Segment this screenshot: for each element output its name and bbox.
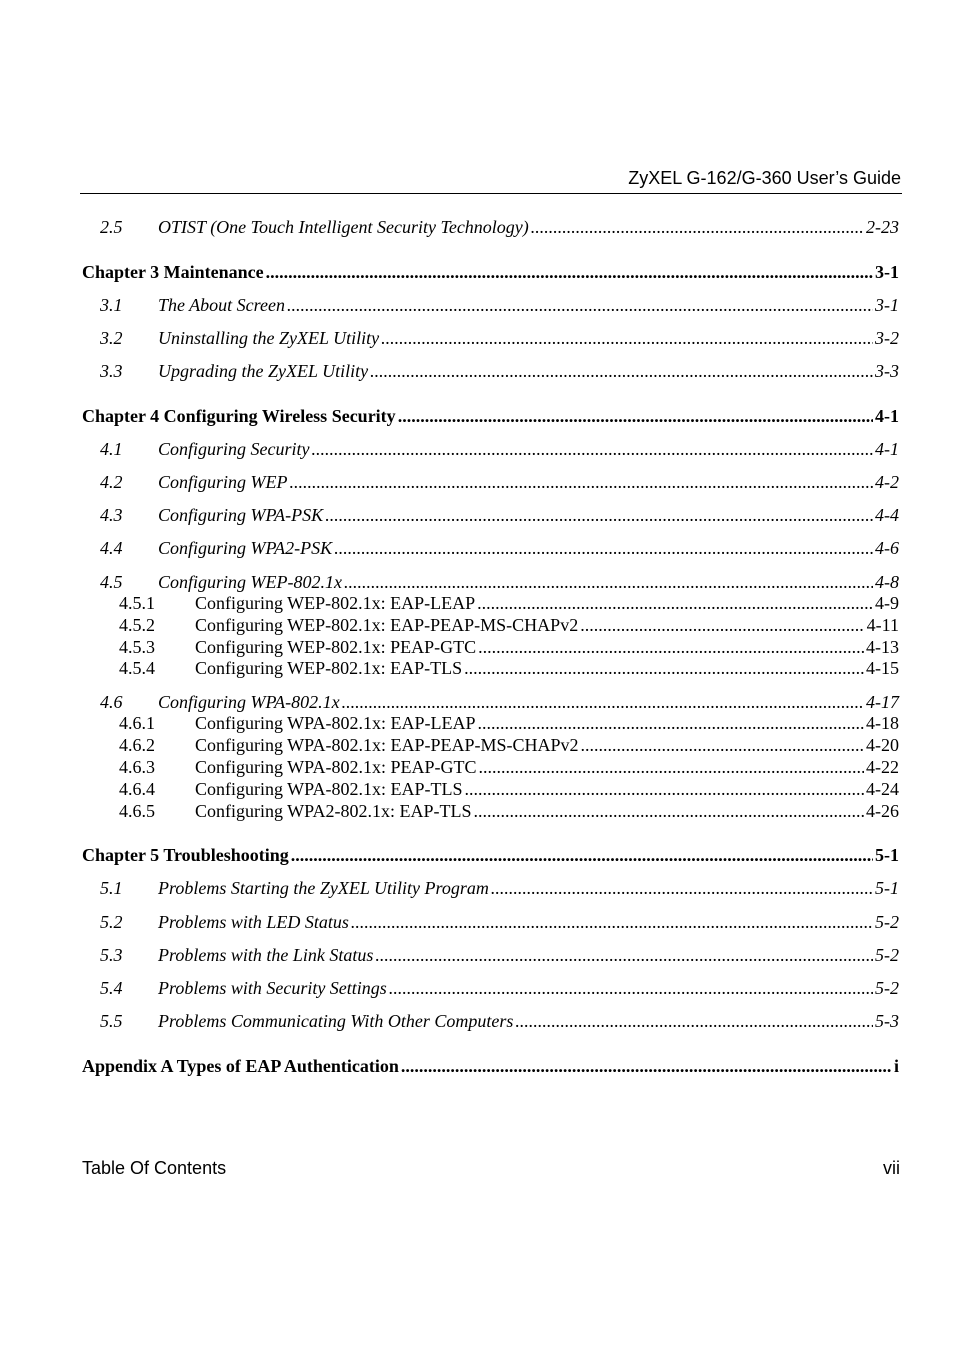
toc-section-entry[interactable] bbox=[82, 361, 899, 382]
toc-dot-leader bbox=[477, 593, 873, 614]
toc-dot-leader bbox=[474, 801, 864, 822]
toc-entry-title: Configuring Security bbox=[158, 439, 310, 459]
toc-section-entry[interactable] bbox=[82, 472, 899, 493]
toc-entry-title: Configuring WEP-802.1x bbox=[158, 572, 342, 592]
toc-entry-title: Appendix A Types of EAP Authentication bbox=[82, 1056, 399, 1076]
toc-entry-number: 4.4 bbox=[100, 538, 123, 558]
toc-subsection-entry[interactable] bbox=[82, 757, 899, 778]
toc-dot-leader bbox=[370, 361, 873, 382]
toc-subsection-entry[interactable] bbox=[82, 713, 899, 734]
toc-entry-title: Configuring WEP-802.1x: PEAP-GTC bbox=[195, 637, 477, 657]
toc-section-entry[interactable] bbox=[82, 978, 899, 999]
toc-dot-leader bbox=[290, 472, 874, 493]
toc-entry-title: Upgrading the ZyXEL Utility bbox=[158, 361, 369, 381]
toc-dot-leader bbox=[401, 1056, 892, 1077]
toc-entry-number: 5.2 bbox=[100, 912, 123, 932]
toc-entry-number: 5.3 bbox=[100, 945, 123, 965]
toc-dot-leader bbox=[375, 945, 873, 966]
toc-entry-title: Chapter 5 Troubleshooting bbox=[82, 845, 289, 865]
toc-entry-title: Configuring WPA-802.1x: EAP-PEAP-MS-CHAPv2 bbox=[195, 735, 579, 755]
toc-dot-leader bbox=[580, 615, 864, 636]
toc-section-entry[interactable] bbox=[82, 692, 899, 713]
toc-section-entry[interactable] bbox=[82, 439, 899, 460]
toc-entry-page: 2-23 bbox=[866, 217, 899, 237]
toc-entry-title: Chapter 4 Configuring Wireless Security bbox=[82, 406, 396, 426]
toc-entry-page: 3-1 bbox=[875, 295, 899, 315]
toc-dot-leader bbox=[312, 439, 874, 460]
toc-entry-page: 4-8 bbox=[875, 572, 899, 592]
toc-entry-page: 4-24 bbox=[866, 779, 899, 799]
toc-subsection-entry[interactable] bbox=[82, 779, 899, 800]
toc-section-entry[interactable] bbox=[82, 295, 899, 316]
toc-section-entry[interactable] bbox=[82, 1011, 899, 1032]
toc-entry-number: 4.6.3 bbox=[119, 757, 155, 777]
toc-entry-page: 3-3 bbox=[875, 361, 899, 381]
toc-subsection-entry[interactable] bbox=[82, 658, 899, 679]
toc-entry-title: The About Screen bbox=[158, 295, 285, 315]
toc-entry-page: 4-13 bbox=[866, 637, 899, 657]
toc-chapter-entry[interactable] bbox=[82, 262, 899, 283]
toc-section-entry[interactable] bbox=[82, 878, 899, 899]
toc-dot-leader bbox=[581, 735, 864, 756]
toc-entry-number: 4.6.5 bbox=[119, 801, 155, 821]
toc-entry-page: 5-2 bbox=[875, 978, 899, 998]
toc-entry-page: 4-6 bbox=[875, 538, 899, 558]
toc-entry-title: Problems with LED Status bbox=[158, 912, 349, 932]
toc-dot-leader bbox=[344, 572, 873, 593]
toc-entry-number: 3.2 bbox=[100, 328, 123, 348]
toc-section-entry[interactable] bbox=[82, 538, 899, 559]
toc-entry-page: 4-1 bbox=[875, 406, 899, 426]
toc-entry-page: 4-2 bbox=[875, 472, 899, 492]
toc-section-entry[interactable] bbox=[82, 912, 899, 933]
toc-entry-title: Configuring WPA-802.1x bbox=[158, 692, 340, 712]
toc-entry-title: Configuring WEP-802.1x: EAP-LEAP bbox=[195, 593, 476, 613]
toc-section-entry[interactable] bbox=[82, 328, 899, 349]
toc-dot-leader bbox=[351, 912, 873, 933]
toc-chapter-entry[interactable] bbox=[82, 845, 899, 866]
toc-entry-number: 4.1 bbox=[100, 439, 123, 459]
footer-section-name: Table Of Contents bbox=[82, 1158, 227, 1178]
toc-entry-title: Problems Starting the ZyXEL Utility Program bbox=[158, 878, 489, 898]
toc-section-entry[interactable] bbox=[82, 945, 899, 966]
toc-entry-page: 4-9 bbox=[875, 593, 899, 613]
toc-entry-title: Problems with Security Settings bbox=[158, 978, 387, 998]
toc-entry-title: Configuring WPA-PSK bbox=[158, 505, 324, 525]
toc-dot-leader bbox=[342, 692, 864, 713]
toc-subsection-entry[interactable] bbox=[82, 637, 899, 658]
toc-entry-title: Configuring WPA-802.1x: EAP-TLS bbox=[195, 779, 463, 799]
toc-entry-title: Configuring WPA2-802.1x: EAP-TLS bbox=[195, 801, 472, 821]
toc-entry-page: 5-1 bbox=[875, 845, 899, 865]
toc-dot-leader bbox=[464, 658, 864, 679]
toc-entry-number: 4.5.3 bbox=[119, 637, 155, 657]
toc-entry-number: 4.5 bbox=[100, 572, 123, 592]
toc-entry-number: 4.6 bbox=[100, 692, 123, 712]
toc-dot-leader bbox=[478, 713, 864, 734]
toc-entry-number: 3.1 bbox=[100, 295, 123, 315]
toc-entry-number: 4.6.4 bbox=[119, 779, 155, 799]
toc-entry-title: OTIST (One Touch Intelligent Security Technology) bbox=[158, 217, 529, 237]
toc-dot-leader bbox=[398, 406, 873, 427]
running-header-title: ZyXEL G-162/G-360 User’s Guide bbox=[628, 168, 901, 188]
toc-entry-page: i bbox=[893, 1056, 899, 1076]
toc-entry-title: Configuring WPA-802.1x: EAP-LEAP bbox=[195, 713, 476, 733]
toc-subsection-entry[interactable] bbox=[82, 801, 899, 822]
toc-entry-title: Chapter 3 Maintenance bbox=[82, 262, 264, 282]
toc-entry-page: 5-2 bbox=[875, 912, 899, 932]
toc-entry-title: Problems with the Link Status bbox=[158, 945, 374, 965]
toc-entry-title: Configuring WEP bbox=[158, 472, 288, 492]
toc-entry-page: 4-22 bbox=[866, 757, 899, 777]
toc-section-entry[interactable] bbox=[82, 217, 899, 238]
toc-dot-leader bbox=[479, 757, 864, 778]
toc-entry-page: 4-20 bbox=[866, 735, 899, 755]
toc-entry-number: 4.6.1 bbox=[119, 713, 155, 733]
toc-entry-number: 4.5.4 bbox=[119, 658, 155, 678]
toc-dot-leader bbox=[531, 217, 864, 238]
toc-entry-title: Configuring WEP-802.1x: EAP-TLS bbox=[195, 658, 463, 678]
toc-entry-page: 4-15 bbox=[866, 658, 899, 678]
toc-entry-title: Uninstalling the ZyXEL Utility bbox=[158, 328, 380, 348]
toc-entry-number: 5.1 bbox=[100, 878, 123, 898]
toc-dot-leader bbox=[291, 845, 873, 866]
toc-entry-number: 4.5.2 bbox=[119, 615, 155, 635]
toc-entry-page: 4-18 bbox=[866, 713, 899, 733]
toc-subsection-entry[interactable] bbox=[82, 593, 899, 614]
toc-dot-leader bbox=[325, 505, 873, 526]
toc-entry-number: 5.5 bbox=[100, 1011, 123, 1031]
toc-entry-number: 4.6.2 bbox=[119, 735, 155, 755]
toc-entry-title: Configuring WPA2-PSK bbox=[158, 538, 333, 558]
toc-entry-page: 5-3 bbox=[875, 1011, 899, 1031]
toc-entry-page: 5-1 bbox=[875, 878, 899, 898]
toc-dot-leader bbox=[389, 978, 873, 999]
toc-entry-number: 4.2 bbox=[100, 472, 123, 492]
toc-entry-number: 5.4 bbox=[100, 978, 123, 998]
toc-section-entry[interactable] bbox=[82, 572, 899, 593]
toc-dot-leader bbox=[465, 779, 864, 800]
toc-subsection-entry[interactable] bbox=[82, 735, 899, 756]
footer-page-number: vii bbox=[883, 1158, 900, 1178]
toc-entry-number: 4.5.1 bbox=[119, 593, 155, 613]
toc-entry-page: 4-11 bbox=[866, 615, 899, 635]
toc-section-entry[interactable] bbox=[82, 505, 899, 526]
toc-entry-title: Problems Communicating With Other Computers bbox=[158, 1011, 514, 1031]
toc-dot-leader bbox=[266, 262, 873, 283]
toc-dot-leader bbox=[491, 878, 873, 899]
toc-entry-number: 3.3 bbox=[100, 361, 123, 381]
toc-chapter-entry[interactable] bbox=[82, 1056, 899, 1077]
toc-entry-title: Configuring WPA-802.1x: PEAP-GTC bbox=[195, 757, 477, 777]
header-rule bbox=[80, 193, 902, 194]
toc-dot-leader bbox=[515, 1011, 873, 1032]
toc-entry-page: 4-26 bbox=[866, 801, 899, 821]
toc-entry-page: 4-4 bbox=[875, 505, 899, 525]
toc-dot-leader bbox=[478, 637, 864, 658]
toc-dot-leader bbox=[381, 328, 873, 349]
toc-dot-leader bbox=[334, 538, 873, 559]
toc-subsection-entry[interactable] bbox=[82, 615, 899, 636]
toc-entry-number: 4.3 bbox=[100, 505, 123, 525]
toc-entry-page: 4-17 bbox=[866, 692, 899, 712]
toc-entry-page: 5-2 bbox=[875, 945, 899, 965]
toc-entry-number: 2.5 bbox=[100, 217, 123, 237]
toc-entry-title: Configuring WEP-802.1x: EAP-PEAP-MS-CHAPv2 bbox=[195, 615, 579, 635]
toc-chapter-entry[interactable] bbox=[82, 406, 899, 427]
toc-entry-page: 3-1 bbox=[875, 262, 899, 282]
toc-entry-page: 3-2 bbox=[875, 328, 899, 348]
toc-entry-page: 4-1 bbox=[875, 439, 899, 459]
toc-dot-leader bbox=[287, 295, 873, 316]
